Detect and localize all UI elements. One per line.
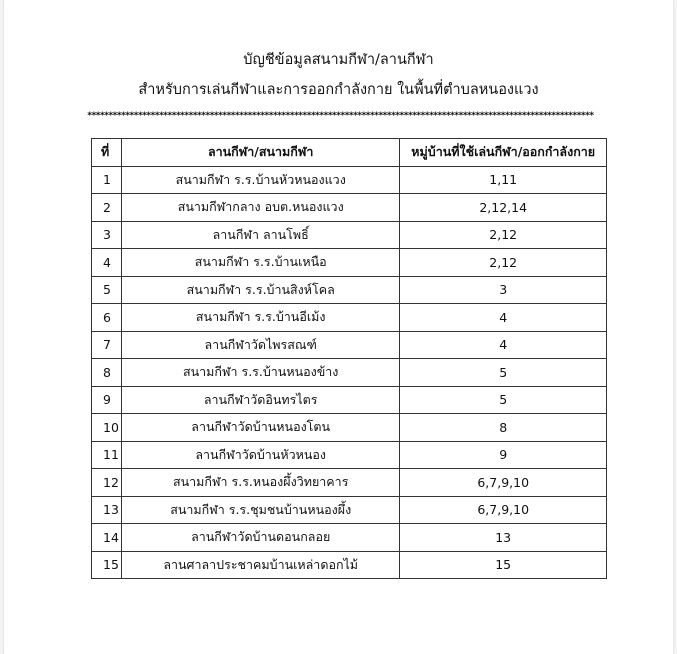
table-row: [92, 524, 607, 552]
row-field-name: ลานกีฬาวัดไพรสณฑ์: [121, 331, 399, 359]
table-row: [92, 359, 607, 387]
row-field-name: ลานกีฬาวัดบ้านดอนกลอย: [121, 524, 399, 552]
row-no: 7: [92, 331, 122, 359]
row-no: 10: [92, 414, 122, 442]
row-no: 4: [92, 249, 122, 277]
row-villages: 5: [400, 359, 607, 387]
row-no: 9: [92, 386, 122, 414]
row-villages: 2,12,14: [400, 194, 607, 222]
table-row: [92, 249, 607, 277]
table-row: [92, 221, 607, 249]
row-field-name: สนามกีฬากลาง อบต.หนองแวง: [121, 194, 399, 222]
header-villages: หมู่บ้านที่ใช้เล่นกีฬา/ออกกำลังกาย: [400, 139, 607, 167]
row-no: 1: [92, 166, 122, 194]
row-no: 13: [92, 496, 122, 524]
row-field-name: ลานกีฬาวัดอินทรไตร: [121, 386, 399, 414]
row-no: 3: [92, 221, 122, 249]
document-subtitle: สำหรับการเล่นกีฬาและการออกกำลังกาย ในพื้นที่ตำบลหนองแวง: [138, 82, 539, 98]
table-row: [92, 166, 607, 194]
row-field-name: ลานกีฬา ลานโพธิ์: [121, 221, 399, 249]
table-row: [92, 551, 607, 579]
row-no: 6: [92, 304, 122, 332]
table-row: [92, 469, 607, 497]
row-villages: 2,12: [400, 221, 607, 249]
table-row: [92, 304, 607, 332]
row-villages: 5: [400, 386, 607, 414]
row-field-name: สนามกีฬา ร.ร.บ้านหัวหนองแวง: [121, 166, 399, 194]
document-title: บัญชีข้อมูลสนามกีฬา/ลานกีฬา: [243, 52, 434, 68]
row-no: 8: [92, 359, 122, 387]
table-row: [92, 194, 607, 222]
row-field-name: สนามกีฬา ร.ร.หนองผึ้งวิทยาคาร: [121, 469, 399, 497]
table-row: [92, 331, 607, 359]
row-villages: 13: [400, 524, 607, 552]
table-row: [92, 414, 607, 442]
row-field-name: สนามกีฬา ร.ร.บ้านสิงห์โคล: [121, 276, 399, 304]
row-villages: 4: [400, 331, 607, 359]
row-no: 2: [92, 194, 122, 222]
row-field-name: ลานศาลาประชาคมบ้านเหล่าดอกไม้: [121, 551, 399, 579]
sports-field-table: [91, 138, 607, 579]
row-no: 12: [92, 469, 122, 497]
row-field-name: สนามกีฬา ร.ร.บ้านอีเม้ง: [121, 304, 399, 332]
row-villages: 4: [400, 304, 607, 332]
row-field-name: ลานกีฬาวัดบ้านหนองโตน: [121, 414, 399, 442]
row-field-name: ลานกีฬาวัดบ้านหัวหนอง: [121, 441, 399, 469]
row-villages: 9: [400, 441, 607, 469]
row-villages: 3: [400, 276, 607, 304]
row-villages: 8: [400, 414, 607, 442]
row-villages: 1,11: [400, 166, 607, 194]
header-no: ที่: [92, 139, 122, 167]
row-villages: 2,12: [400, 249, 607, 277]
header-field-name: ลานกีฬา/สนามกีฬา: [121, 139, 399, 167]
row-villages: 15: [400, 551, 607, 579]
row-no: 15: [92, 551, 122, 579]
row-field-name: สนามกีฬา ร.ร.ชุมชนบ้านหนองผึ้ง: [121, 496, 399, 524]
row-no: 5: [92, 276, 122, 304]
row-villages: 6,7,9,10: [400, 469, 607, 497]
row-villages: 6,7,9,10: [400, 496, 607, 524]
row-field-name: สนามกีฬา ร.ร.บ้านเหนือ: [121, 249, 399, 277]
table-row: [92, 441, 607, 469]
table-row: [92, 276, 607, 304]
table-header-row: [92, 139, 607, 167]
table-row: [92, 386, 607, 414]
document-page: [4, 0, 673, 654]
row-no: 11: [92, 441, 122, 469]
row-field-name: สนามกีฬา ร.ร.บ้านหนองข้าง: [121, 359, 399, 387]
table-row: [92, 496, 607, 524]
row-no: 14: [92, 524, 122, 552]
separator-line: ************************************************************************************************************************: [87, 111, 594, 121]
